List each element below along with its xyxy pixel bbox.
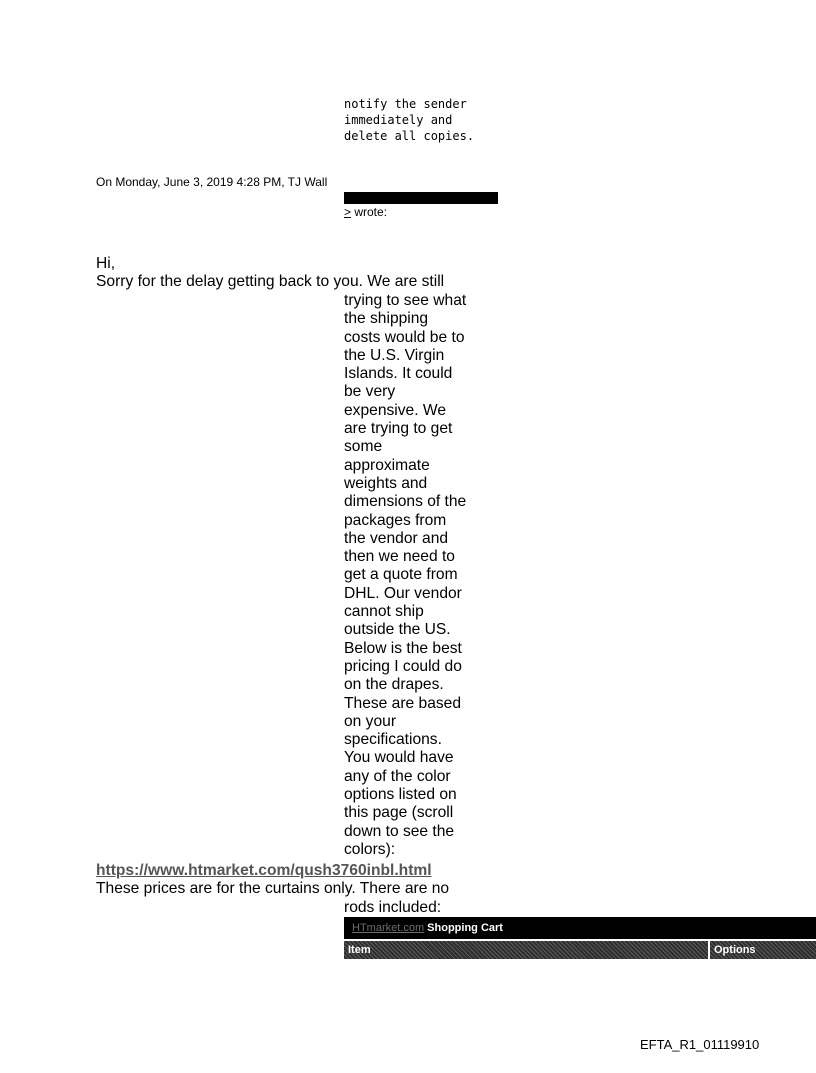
paragraph1-line: weights and [344, 474, 428, 492]
paragraph1-line: DHL. Our vendor [344, 584, 462, 602]
confidentiality-notice [344, 96, 484, 144]
notice-line: delete all copies. [344, 129, 475, 143]
product-link[interactable]: https://www.htmarket.com/qush3760inbl.html [96, 862, 432, 879]
paragraph1-line: this page (scroll [344, 804, 454, 822]
notice-line: notify the sender [344, 97, 467, 111]
cart-column-item: Item [344, 941, 708, 959]
email-marker: > [344, 205, 352, 219]
cart-column-options: Options [710, 941, 816, 959]
paragraph1-line: expensive. We [344, 401, 446, 419]
paragraph1-line: get a quote from [344, 566, 458, 584]
quoted-header: On Monday, June 3, 2019 4:28 PM, TJ Wall [96, 175, 328, 189]
shopping-cart-bar [344, 917, 816, 939]
paragraph1-line: the U.S. Virgin [344, 346, 445, 364]
paragraph1-line: down to see the [344, 822, 455, 840]
paragraph1-line: options listed on [344, 786, 457, 804]
paragraph1-line: the shipping [344, 310, 429, 328]
paragraph1-column [344, 292, 466, 859]
paragraph1-first-line: Sorry for the delay getting back to you. We are still [96, 273, 445, 290]
paragraph1-line: colors): [344, 840, 396, 858]
paragraph2-second-line: rods included: [344, 899, 442, 916]
paragraph1-line: packages from [344, 511, 447, 529]
paragraph2-first-line: These prices are for the curtains only. There are no [96, 880, 450, 897]
paragraph1-line: Islands. It could [344, 365, 453, 383]
wrote-line [344, 205, 387, 219]
paragraph1-line: outside the US. [344, 621, 451, 639]
notice-line: immediately and [344, 113, 453, 127]
paragraph1-line: the vendor and [344, 529, 449, 547]
paragraph1-line: dimensions of the [344, 493, 467, 511]
paragraph1-line: some [344, 438, 383, 456]
redaction-bar [344, 192, 498, 204]
paragraph1-line: be very [344, 383, 396, 401]
document-id: EFTA_R1_01119910 [640, 1037, 760, 1052]
paragraph1-line: any of the color [344, 767, 451, 785]
paragraph1-line: costs would be to [344, 328, 465, 346]
paragraph1-line: Below is the best [344, 639, 462, 657]
cart-title: Shopping Cart [424, 922, 503, 934]
paragraph1-line: cannot ship [344, 603, 424, 621]
wrote-text: wrote: [351, 205, 388, 219]
paragraph1-line: trying to see what [344, 292, 467, 309]
paragraph1-line: pricing I could do [344, 657, 462, 675]
paragraph1-line: You would have [344, 749, 454, 767]
paragraph1-line: These are based [344, 694, 462, 712]
cart-site-link[interactable]: HTmarket.com [352, 922, 425, 934]
paragraph1-line: specifications. [344, 731, 442, 749]
paragraph1-line: approximate [344, 456, 430, 474]
paragraph1-line: on the drapes. [344, 676, 444, 694]
paragraph1-line: on your [344, 712, 397, 730]
greeting: Hi, [96, 255, 116, 272]
paragraph1-line: then we need to [344, 548, 455, 566]
paragraph1-line: are trying to get [344, 420, 453, 438]
